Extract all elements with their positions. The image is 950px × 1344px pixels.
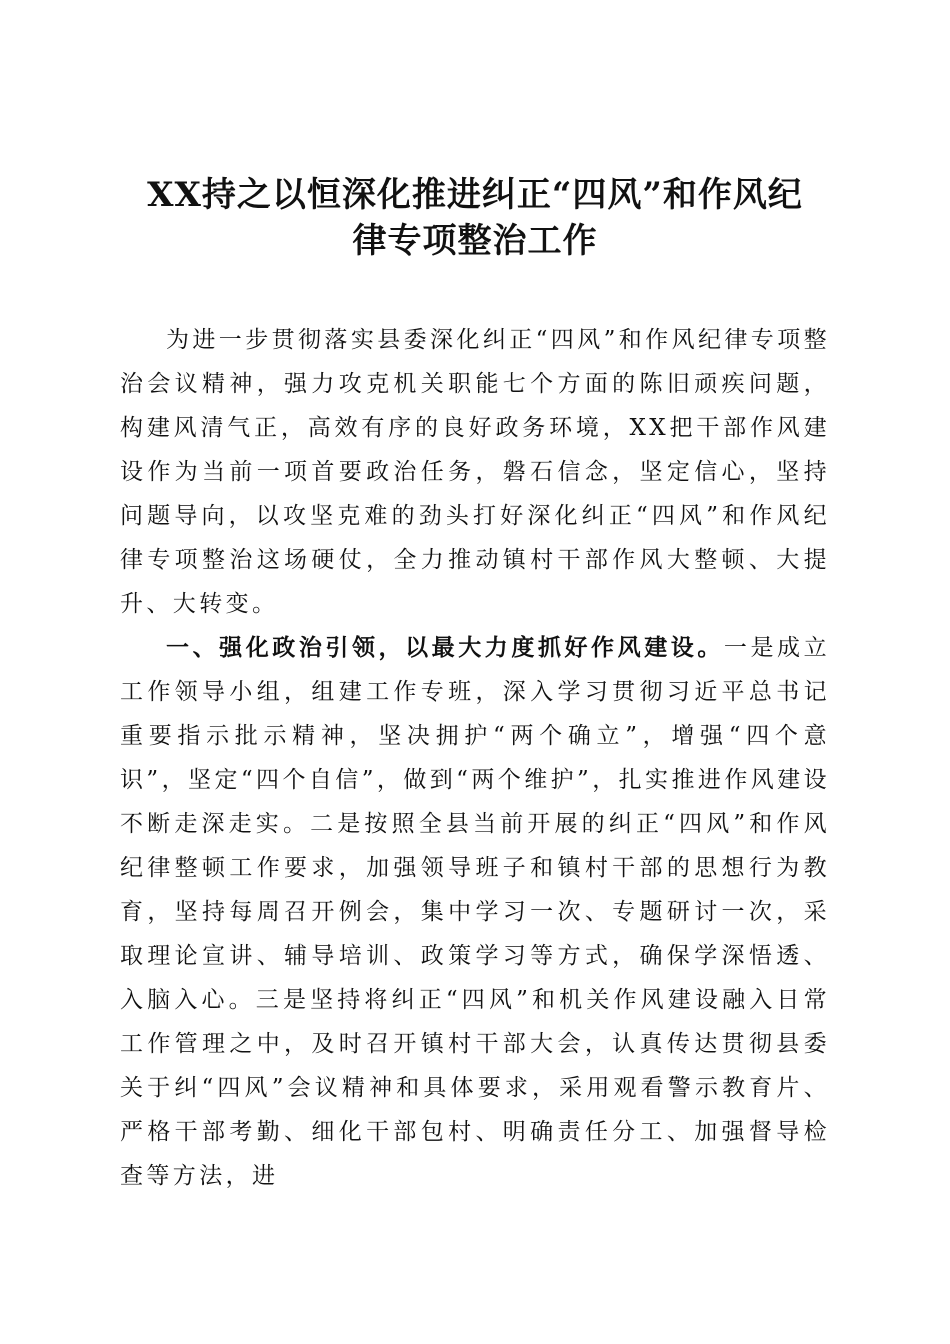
intro-paragraph: 为进一步贯彻落实县委深化纠正“四风”和作风纪律专项整治会议精神，强力攻克机关职能七个方面的陈旧顽疾问题，构建风清气正，高效有序的良好政务环境，XX把干部作风建设作为当前一项首要政治任务，磐石信念，坚定信心，坚持问题导向，以攻坚克难的劲头打好深化纠正“四风”和作风纪律专项整治这场硬仗，全力推动镇村干部作风大整顿、大提升、大转变。 xyxy=(120,327,830,617)
section-1-text: 一是成立工作领导小组，组建工作专班，深入学习贯彻习近平总书记重要指示批示精神，坚决拥护“两个确立”，增强“四个意识”，坚定“四个自信”，做到“两个维护”，扎实推进作风建设不断走深走实。二是按照全县当前开展的纠正“四风”和作风纪律整顿工作要求，加强领导班子和镇村干部的思想行为教育，坚持每周召开例会，集中学习一次、专题研讨一次，采取理论宣讲、辅导培训、政策学习等方式，确保学深悟透、入脑入心。三是坚持将纠正“四风”和机关作风建设融入日常工作管理之中，及时召开镇村干部大会，认真传达贯彻县委关于纠“四风”会议精神和具体要求，采用观看警示教育片、严格干部考勤、细化干部包村、明确责任分工、加强督导检查等方法，进 xyxy=(120,635,830,1189)
document-body xyxy=(120,318,830,1198)
title-line-2: 律专项整治工作 xyxy=(352,221,598,261)
section-1-paragraph xyxy=(120,626,830,1198)
section-1-heading: 一、强化政治引领，以最大力度抓好作风建设。 xyxy=(166,635,724,661)
document-title xyxy=(110,172,840,264)
title-line-1: XX持之以恒深化推进纠正“四风”和作风纪 xyxy=(147,175,803,215)
